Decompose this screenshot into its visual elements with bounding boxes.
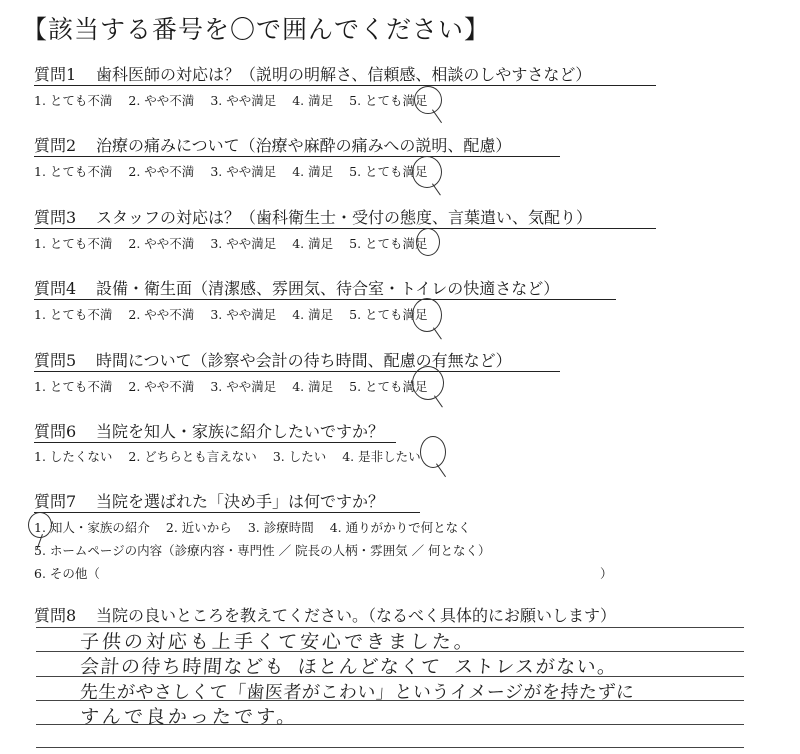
question-2-underline — [34, 156, 560, 157]
option-3[interactable]: 3. 診療時間 — [247, 520, 314, 535]
option-4[interactable]: 4. 満足 — [292, 164, 334, 179]
selection-circle — [416, 228, 440, 256]
question-5-text: 時間について（診察や会計の待ち時間、配慮の有無など） — [96, 351, 512, 370]
selection-circle — [414, 86, 442, 114]
selection-circle-tail — [433, 327, 442, 339]
question-6-underline — [34, 442, 396, 443]
handwritten-answer-line-3: 先生がやさしくて「歯医者がこわい」というイメージがを持たずに — [79, 682, 636, 703]
question-7-underline — [34, 512, 420, 513]
question-7-number: 質問7 — [34, 492, 77, 511]
option-4[interactable]: 4. 満足 — [292, 307, 334, 322]
option-4[interactable]: 4. 満足 — [292, 379, 334, 394]
selection-circle — [28, 512, 52, 538]
selection-circle — [420, 436, 446, 468]
question-8-number: 質問8 — [34, 606, 77, 625]
question-5-number: 質問5 — [34, 351, 77, 370]
question-3-number: 質問3 — [34, 208, 77, 227]
option-4[interactable]: 4. 通りがかりで何となく — [329, 520, 471, 535]
question-1-number: 質問1 — [34, 65, 77, 84]
selection-circle — [412, 298, 442, 332]
question-6-number: 質問6 — [34, 422, 77, 441]
option-3[interactable]: 3. やや満足 — [210, 379, 277, 394]
selection-circle-tail — [432, 109, 442, 123]
option-2[interactable]: 2. やや不満 — [128, 236, 195, 251]
survey-header: 【該当する番号を〇で囲んでください】 — [22, 15, 491, 44]
option-5[interactable]: 5. とても満足 — [349, 379, 428, 394]
question-2-text: 治療の痛みについて（治療や麻酔の痛みへの説明、配慮） — [96, 136, 512, 155]
option-4[interactable]: 4. 満足 — [292, 236, 334, 251]
option-1[interactable]: 1. とても不満 — [34, 307, 113, 322]
option-3[interactable]: 3. やや満足 — [210, 307, 277, 322]
option-2[interactable]: 2. どちらとも言えない — [128, 449, 257, 464]
option-3[interactable]: 3. やや満足 — [210, 93, 277, 108]
question-6-options — [34, 447, 437, 465]
answer-line — [36, 747, 744, 748]
selection-circle-tail — [432, 183, 441, 195]
question-4-underline — [34, 299, 616, 300]
option-3[interactable]: 3. したい — [272, 449, 327, 464]
option-2[interactable]: 2. 近いから — [165, 520, 232, 535]
option-2[interactable]: 2. やや不満 — [128, 93, 195, 108]
option-1[interactable]: 1. とても不満 — [34, 379, 113, 394]
option-1[interactable]: 1. したくない — [34, 449, 113, 464]
option-1[interactable]: 1. とても不満 — [34, 164, 113, 179]
question-3-options — [34, 234, 444, 252]
question-2-number: 質問2 — [34, 136, 77, 155]
option-5[interactable]: 5. とても満足 — [349, 93, 428, 108]
question-8-text: 当院の良いところを教えてください。（なるべく具体的にお願いします） — [96, 606, 617, 625]
option-5[interactable]: 5. とても満足 — [349, 236, 428, 251]
selection-circle-tail — [436, 463, 446, 477]
option-2[interactable]: 2. やや不満 — [128, 307, 195, 322]
question-1-text: 歯科医師の対応は？（説明の明解さ、信頼感、相談のしやすさなど） — [96, 65, 592, 84]
option-3[interactable]: 3. やや満足 — [210, 236, 277, 251]
option-6-close-paren: ） — [600, 566, 613, 581]
option-2[interactable]: 2. やや不満 — [128, 379, 195, 394]
question-4-text: 設備・衛生面（清潔感、雰囲気、待合室・トイレの快適さなど） — [96, 279, 560, 298]
selection-circle — [412, 366, 444, 400]
option-3[interactable]: 3. やや満足 — [210, 164, 277, 179]
option-1[interactable]: 1. とても不満 — [34, 236, 113, 251]
question-3-underline — [34, 228, 656, 229]
option-5[interactable]: 5. とても満足 — [349, 307, 428, 322]
handwritten-answer-line-1: 子供の対応も上手くて安心できました。 — [79, 631, 477, 653]
option-4[interactable]: 4. 是非したい — [342, 449, 421, 464]
option-6[interactable]: 6. その他（ — [34, 566, 100, 581]
option-5[interactable]: 5. とても満足 — [349, 164, 428, 179]
option-1[interactable]: 1. とても不満 — [34, 93, 113, 108]
handwritten-answer-line-2: 会計の待ち時間なども ほとんどなくて ストレスがない。 — [79, 656, 619, 678]
question-2-options — [34, 162, 444, 180]
question-1-options — [34, 91, 444, 109]
selection-circle-tail — [434, 395, 443, 407]
option-1[interactable]: 1. 知人・家族の紹介 — [34, 520, 150, 535]
question-3-text: スタッフの対応は？（歯科衛生士・受付の態度、言葉遣い、気配り） — [96, 208, 593, 227]
question-7-text: 当院を選ばれた「決め手」は何ですか？ — [96, 492, 385, 511]
question-6-text: 当院を知人・家族に紹介したいですか？ — [96, 422, 385, 441]
question-5-underline — [34, 371, 560, 372]
option-4[interactable]: 4. 満足 — [292, 93, 334, 108]
selection-circle — [412, 156, 442, 188]
handwritten-answer-line-4: すんで良かったです。 — [79, 706, 300, 728]
option-2[interactable]: 2. やや不満 — [128, 164, 195, 179]
question-7-options-line-1 — [34, 518, 487, 536]
question-1-underline — [34, 85, 656, 86]
question-5-options — [34, 377, 444, 395]
option-5[interactable]: 5. ホームページの内容（診療内容・専門性 ／ 院長の人柄・雰囲気 ／ 何となく） — [34, 543, 491, 558]
question-4-number: 質問4 — [34, 279, 77, 298]
question-4-options — [34, 305, 444, 323]
